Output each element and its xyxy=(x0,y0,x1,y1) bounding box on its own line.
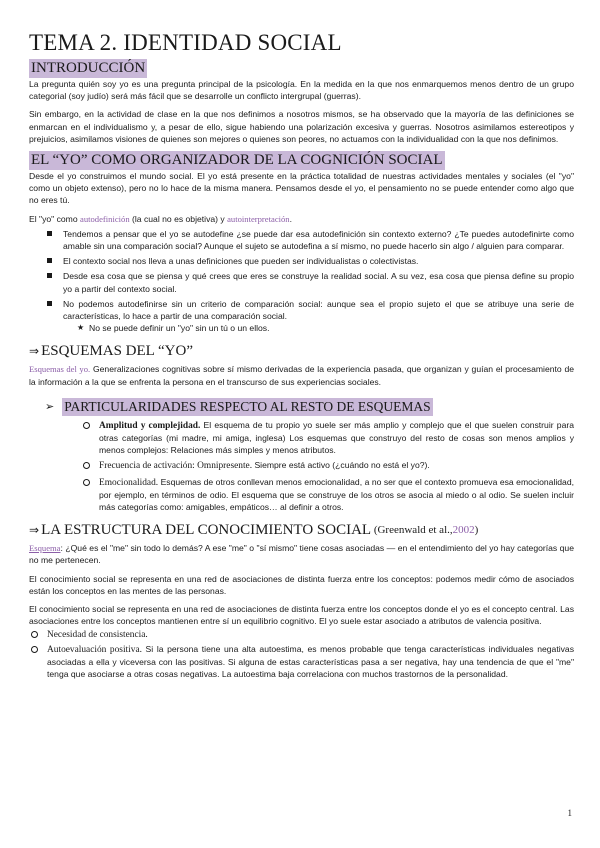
circle-bullet-icon xyxy=(31,631,38,638)
section-heading-estructura: ⇒ LA ESTRUCTURA DEL CONOCIMIENTO SOCIAL (Greenwald et al., 2002 ) xyxy=(29,522,479,539)
estructura-paragraph-1: El conocimiento social se representa en una red de asociaciones de distinta fuerza entre los conceptos: podemos medir cómo de asociados están los conceptos en las mentes de las personas. xyxy=(29,573,574,596)
double-arrow-icon: ⇒ xyxy=(29,344,40,359)
list-item: El contexto social nos lleva a unas definiciones que pueden ser individualistas o colectivistas. xyxy=(29,255,574,267)
particularidades-list xyxy=(29,419,574,513)
term-autointerpretacion: autointerpretación xyxy=(227,213,290,224)
intro-paragraph-2: Sin embargo, en la actividad de clase en la que nos definimos a nosotros mismos, se ha observado que la mayoría de las definiciones se enmarcan en el individualismo y, a pesar de ello, sigue habiendo una polarización excesiva y guerras. Nosotros asimilamos estereotipos y prejuicios, asimilamos visiones de quienes son mejores o quienes son peores, no actuamos con la individualidad con la que nos definimos. xyxy=(29,109,574,144)
estructura-definition: Esquema: ¿Qué es el "me" sin todo lo demás? A ese "me" o "sí mismo" tiene cosas asociadas — en el entendimiento del yo hay categorías que no me pertenecen. xyxy=(29,543,574,566)
yo-paragraph-2: El "yo" como autodefinición (la cual no es objetiva) y autointerpretación. xyxy=(29,213,292,224)
list-item: Amplitud y complejidad. El esquema de tu propio yo suele ser más amplio y complejo que el que suelen construir para otras categorías (mi madre, mi amiga, inglesa) Los esquemas que construyo del resto de cosas son menos amplios y menos complejos: Relaciones más simples y menos atributos. xyxy=(29,419,574,457)
page-number: 1 xyxy=(567,808,572,818)
section-heading-esquemas: ⇒ ESQUEMAS DEL “YO” xyxy=(29,343,193,360)
list-item: Desde esa cosa que se piensa y qué crees que eres se construye la realidad social. A su vez, esa cosa que piensa define su propio yo a partir del contexto social. xyxy=(29,270,574,294)
list-item: No podemos autodefinirse sin un criterio de comparación social: aunque sea el propio sujeto el que se atribuye una serie de características, lo hace a partir de una comparación social. xyxy=(29,298,574,322)
star-bullet-item: ★ No se puede definir un "yo" sin un tú o un ellos. xyxy=(77,323,270,334)
estructura-list xyxy=(29,628,574,681)
term-esquema: Esquema xyxy=(29,543,61,554)
subsection-heading-particularidades: ➢ PARTICULARIDADES RESPECTO AL RESTO DE ESQUEMAS xyxy=(45,398,431,414)
yo-bullet-list xyxy=(29,228,574,322)
circle-bullet-icon xyxy=(83,462,90,469)
list-item: Necesidad de consistencia. xyxy=(29,628,574,641)
double-arrow-icon: ⇒ xyxy=(29,523,40,538)
section-heading-introduccion: INTRODUCCIÓN xyxy=(31,60,146,76)
term-autodefinicion: autodefinición xyxy=(80,213,130,224)
intro-paragraph-1: La pregunta quién soy yo es una pregunta principal de la psicología. En la medida en la que nos enmarquemos menos dentro de un grupo categorial (soy judío) será más fácil que se desarrolle un conflicto intergrupal (guerras). xyxy=(29,79,574,102)
term-esquemas-del-yo: Esquemas del yo. xyxy=(29,364,91,375)
arrowhead-bullet-icon: ➢ xyxy=(45,400,55,414)
circle-bullet-icon xyxy=(31,646,38,653)
square-bullet-icon xyxy=(47,231,52,236)
circle-bullet-icon xyxy=(83,479,90,486)
section-heading-yo: EL “YO” COMO ORGANIZADOR DE LA COGNICIÓN SOCIAL xyxy=(31,152,443,169)
list-item: Emocionalidad. Esquemas de otros conllevan menos emocionalidad, a no ser que el contexto promueva esa emocionalidad, por ejemplo, en términos de odio. El esquema que se construye de los otros se asocia al miedo o al odio. Se suelen incluir más categorías como: amigables, empáticos… al definir a otros. xyxy=(29,476,574,514)
document-title: TEMA 2. IDENTIDAD SOCIAL xyxy=(29,30,342,55)
square-bullet-icon xyxy=(47,273,52,278)
square-bullet-icon xyxy=(47,258,52,263)
citation-year-link[interactable]: 2002 xyxy=(452,524,475,537)
list-item: Tendemos a pensar que el yo se autodefine ¿se puede dar esa autodefinición sin contexto externo? ¿Te puedes autodefinirte como amable sin una comparación social? Aunque el sujeto se autodefina a sí mismo, no puede hacerlo sin algo / alguien para comparar. xyxy=(29,228,574,252)
circle-bullet-icon xyxy=(83,422,90,429)
estructura-paragraph-2: El conocimiento social se representa en una red de asociaciones de distinta fuerza entre los conceptos donde el yo es el concepto central. Las asociaciones entre los conceptos mantienen entre sí un equilibrio cognitivo. El yo suele estar asociado a atributos de valencia positiva. xyxy=(29,604,574,627)
esquemas-definition: Esquemas del yo. Generalizaciones cognitivas sobre sí mismo derivadas de la experiencia pasada, que organizan y guían el procesamiento de la información a la que se enfrenta la persona en el transcurso de sus experiencias sociales. xyxy=(29,364,575,387)
list-item: Frecuencia de activación: Omnipresente. Siempre está activo (¿cuándo no está el yo?). xyxy=(29,459,574,472)
yo-paragraph-1: Desde el yo construimos el mundo social. El yo está presente en la práctica totalidad de nuestras actividades mentales y sociales (el "yo" como un objeto extenso), pero no lo hace de la misma manera. Pensamos desde el yo, el pensamiento no se puede entender como algo que no eres tú. xyxy=(29,171,574,206)
list-item: Autoevaluación positiva. Si la persona tiene una alta autoestima, es menos probable que tenga características individuales negativas asociadas a ella y viceversa con las positivas. Si alguna de estas características pasa a ser negativa, hay una tendencia de que el "me" tenga que asociarse a otras cosas negativas. La autoestima baja correlaciona con muchos trastornos de la personalidad. xyxy=(29,643,574,681)
star-icon: ★ xyxy=(77,323,85,333)
document-page xyxy=(29,28,574,682)
square-bullet-icon xyxy=(47,301,52,306)
